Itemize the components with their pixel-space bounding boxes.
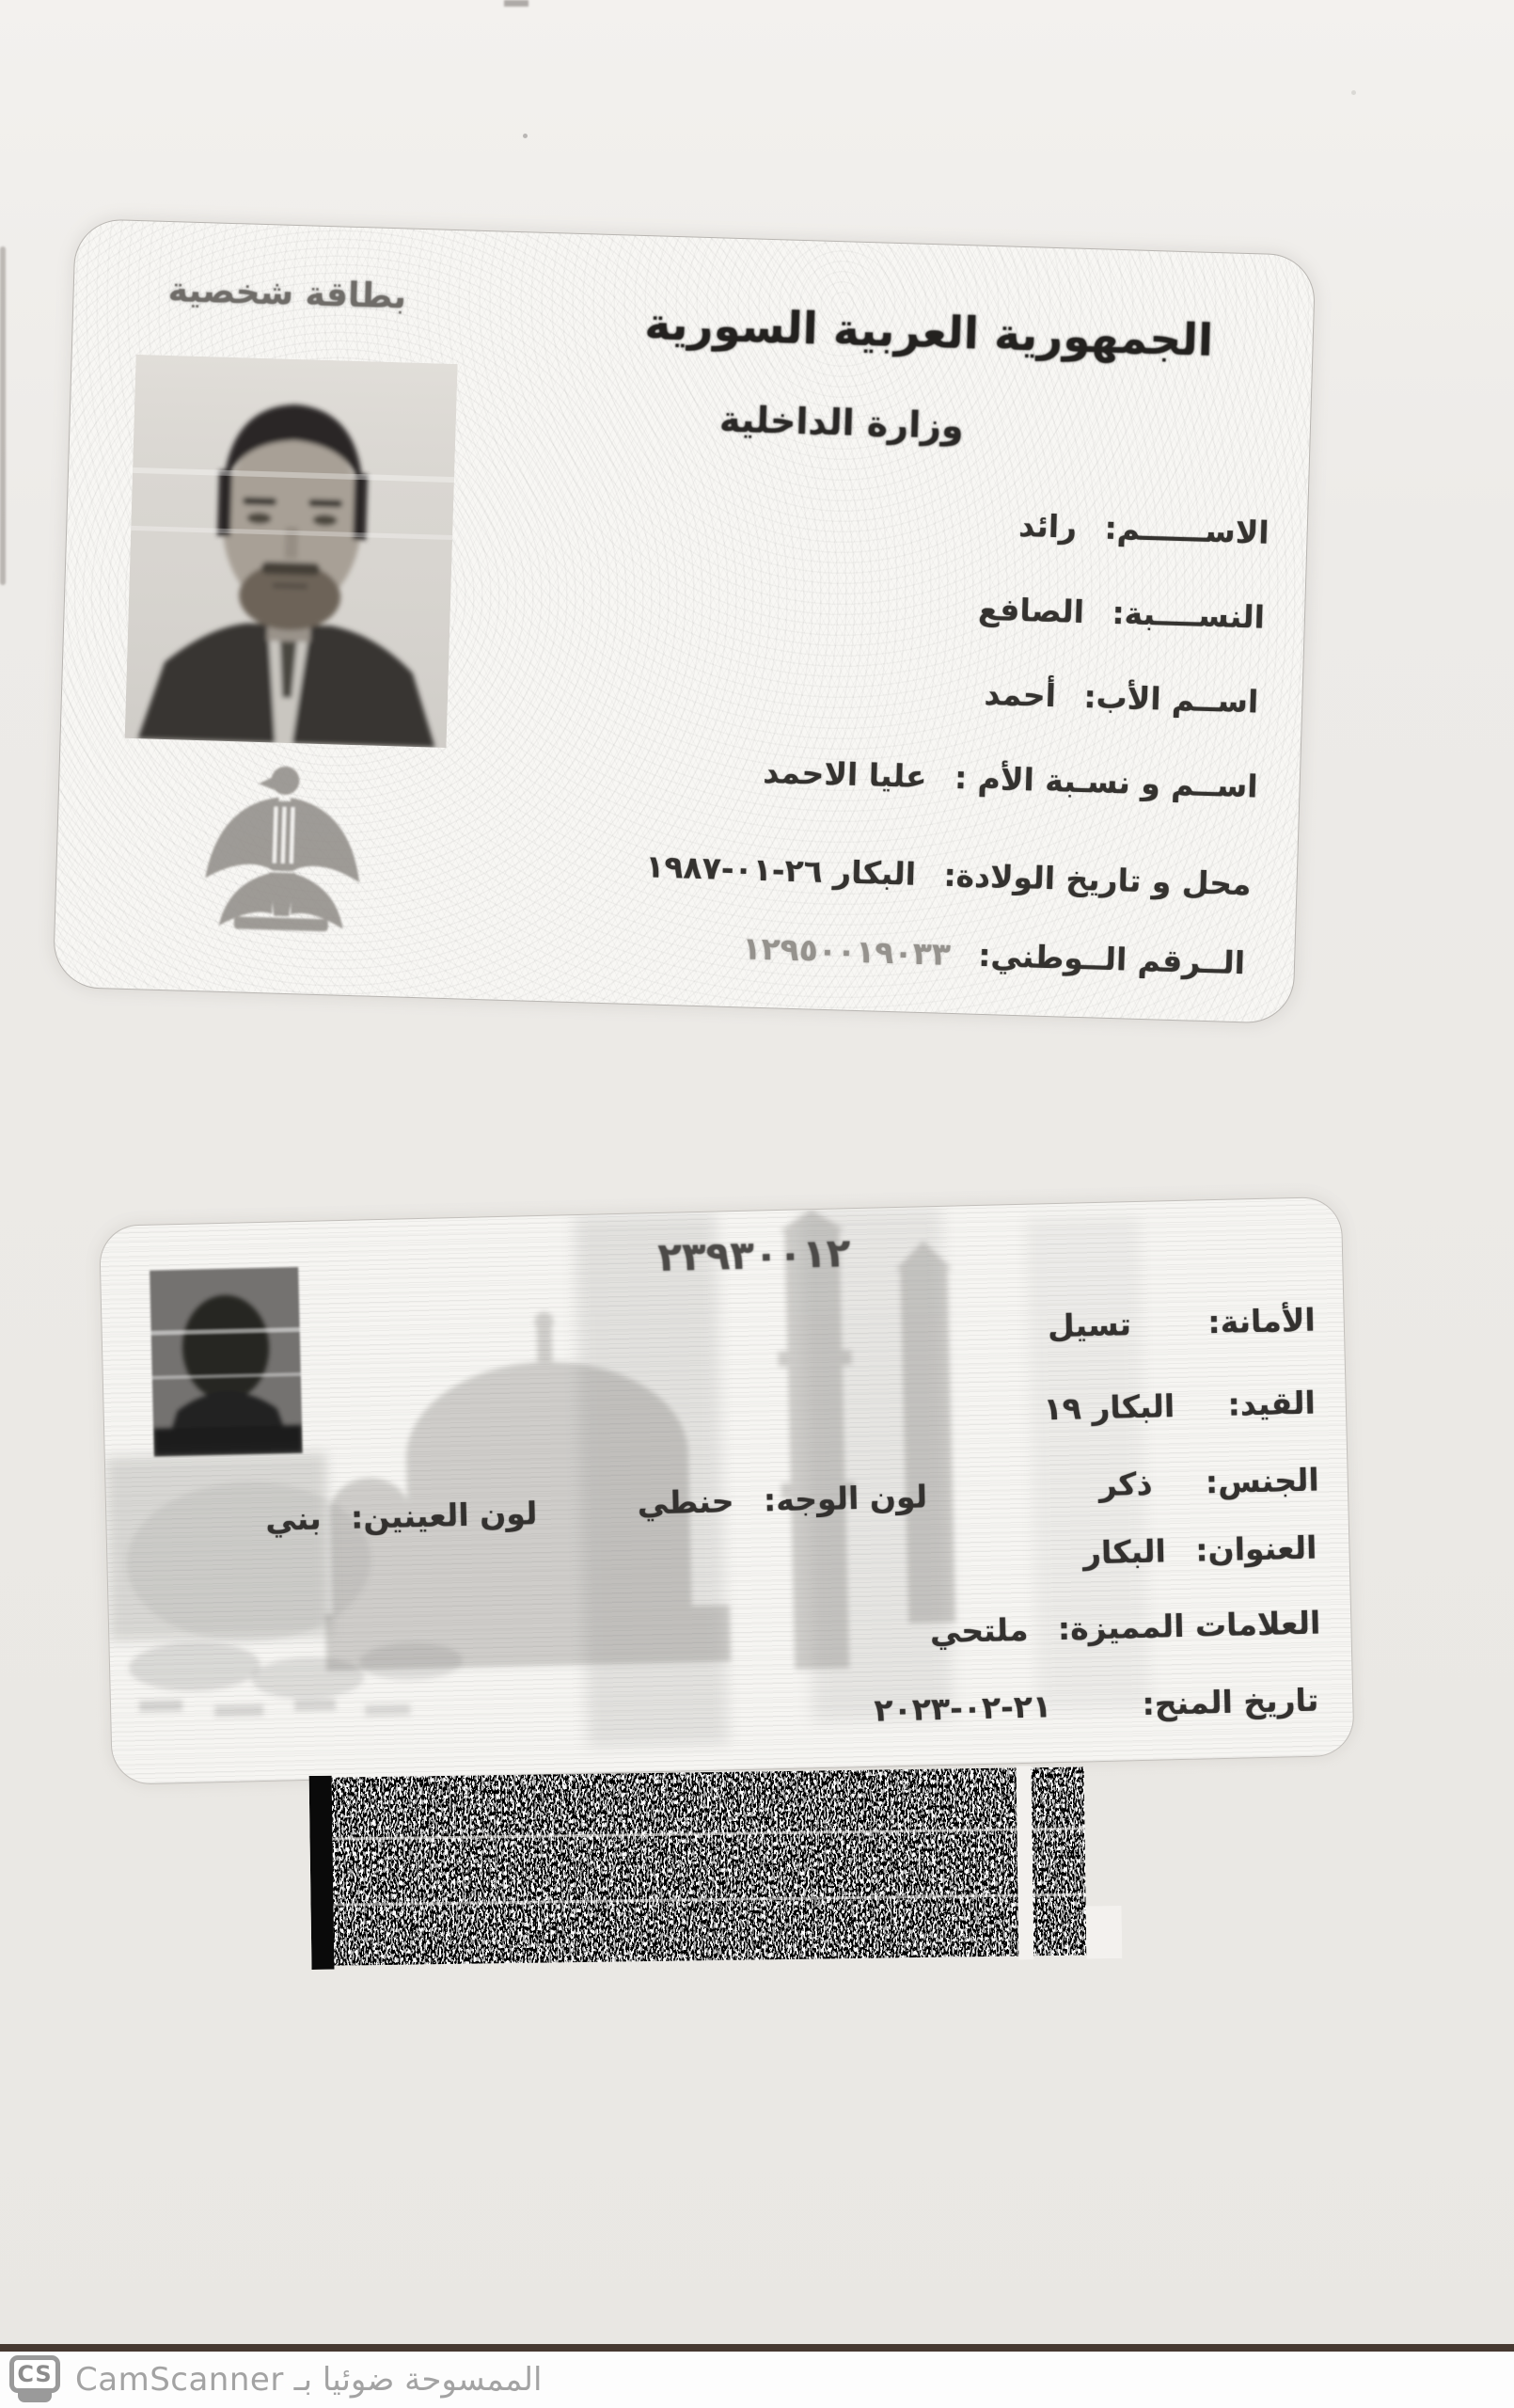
scan-edge-mark [504,0,528,7]
field-label: اســم الأب: [1082,678,1259,721]
field-value: ذكر [1098,1465,1153,1504]
field-value: عليا الاحمد [762,752,928,796]
field-label: العلامات المميزة: [1057,1604,1321,1648]
syrian-eagle-emblem [196,746,371,941]
cs-logo-tab [18,2392,52,2402]
field-value: أحمد [984,674,1057,715]
field-label: تاريخ المنح: [1142,1681,1319,1722]
field-value: حنطي [637,1482,734,1522]
field-label: محل و تاريخ الولادة: [942,856,1253,903]
camscanner-watermark-text: الممسوحة ضوئيا بـ CamScanner [75,2361,543,2399]
id-card-front [53,218,1317,1024]
field-first-name [1018,507,1270,551]
serial-number: ٢٣٩٣٠٠١٢ [656,1229,852,1280]
field-registry [1048,1302,1317,1345]
field-birth-place-date [645,848,1252,902]
field-value: البكار [1082,1532,1167,1572]
field-national-number [742,929,1246,981]
card-title-ministry: وزارة الداخلية [718,398,965,448]
field-face-color [637,1478,927,1521]
field-value: ملتحي [929,1610,1029,1651]
camscanner-logo-icon [9,2355,60,2404]
field-surname [978,591,1266,636]
field-father-name [984,675,1259,721]
field-label: لون العينين: [350,1495,538,1536]
field-label: الجنس: [1205,1461,1320,1501]
field-mother-name [763,753,1258,805]
scan-left-edge-shadow [0,246,6,585]
field-value: البكار ٢٦-٠١-١٩٨٧ [644,848,917,893]
field-value: ١٢٩٥٠٠١٩٠٣٣ [741,929,952,973]
field-value: بني [264,1499,322,1538]
field-label: الاســــــم: [1104,509,1270,551]
ghost-portrait-photo [150,1267,303,1457]
dust-speck [523,134,528,138]
field-label: النســــبة: [1111,594,1266,636]
dust-speck [1351,90,1356,95]
field-label: العنوان: [1194,1529,1317,1569]
field-value: الصافع [977,590,1085,631]
field-label: الأمانة: [1206,1301,1317,1341]
field-value: ٢١-٠٢-٢٠٢٣ [874,1687,1052,1729]
cs-logo-text: CS [9,2355,60,2393]
camscanner-watermark-bar [0,2352,1514,2408]
footer-edge-line [0,2344,1514,2352]
field-address [1083,1529,1317,1572]
field-sex [1098,1462,1319,1504]
field-label: الــرقم الــوطني: [977,936,1246,982]
field-value: البكار ١٩ [1043,1387,1175,1428]
ghost-photo-smudge [105,1452,331,1640]
barcode [309,1765,1123,1970]
id-card-back [99,1196,1355,1785]
field-value: رائد [1017,506,1078,546]
field-eye-color [265,1495,538,1538]
field-value: تسيل [1047,1306,1132,1345]
field-label: لون الوجه: [763,1478,928,1519]
field-label: اســم و نسـبة الأم : [954,759,1259,805]
field-label: القيد: [1227,1384,1317,1423]
field-civil-record [1043,1385,1316,1428]
card-type-stamp: بطاقة شخصية [167,270,407,317]
card-title-republic: الجمهورية العربية السورية [643,298,1214,367]
portrait-photo [125,355,458,748]
